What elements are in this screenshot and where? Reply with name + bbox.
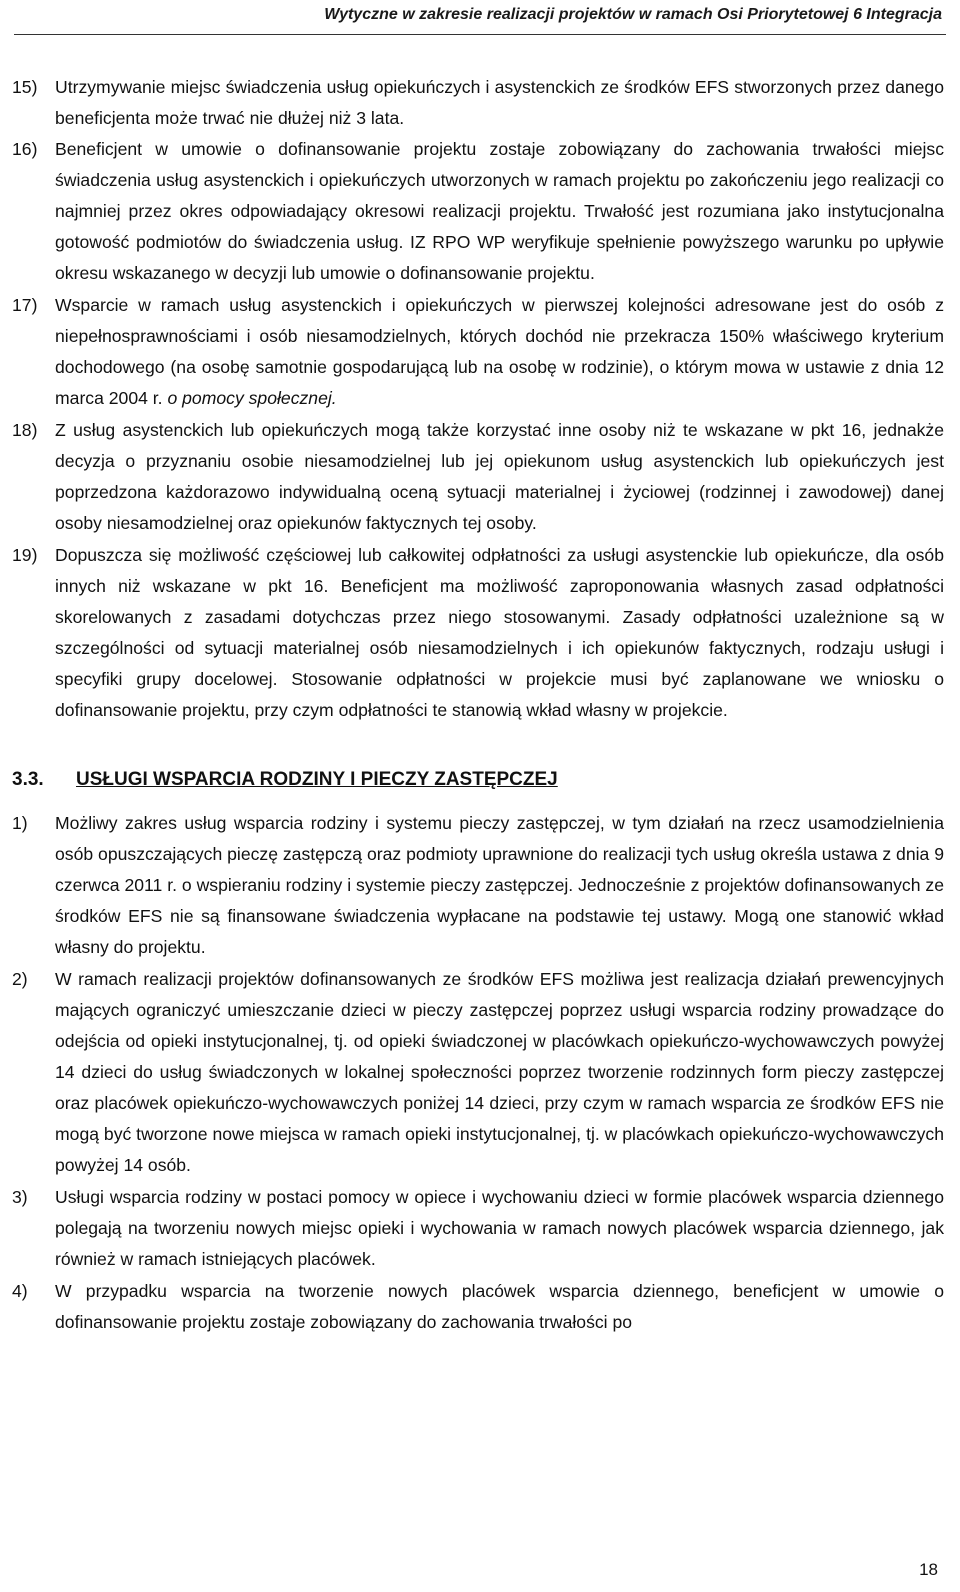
list-text: Utrzymywanie miejsc świadczenia usług opiekuńczych i asystenckich ze środków EFS stworzonych przez danego beneficjenta może trwać nie dłużej niż 3 lata. xyxy=(55,77,944,128)
list-number: 16) xyxy=(12,139,38,159)
list-number: 18) xyxy=(12,420,38,440)
section-title: USŁUGI WSPARCIA RODZINY I PIECZY ZASTĘPCZEJ xyxy=(76,769,558,790)
list-item-3 xyxy=(12,1182,944,1275)
list-item-19 xyxy=(12,540,944,726)
list-item-18 xyxy=(12,415,944,539)
header-rule xyxy=(14,34,946,35)
list-item-16 xyxy=(12,134,944,289)
list-text-italic: o pomocy społecznej. xyxy=(167,388,337,408)
list-text: W przypadku wsparcia na tworzenie nowych placówek wsparcia dziennego, beneficjent w umowie o dofinansowanie projektu zostaje zobowiązany do zachowania trwałości po xyxy=(55,1281,944,1332)
list-text: Beneficjent w umowie o dofinansowanie projektu zostaje zobowiązany do zachowania trwałości miejsc świadczenia usług asystenckich i opiekuńczych utworzonych w ramach projektu po zakończeniu jego realizacji co najmniej przez okres odpowiadający okresowi realizacji projektu. Trwałość jest rozumiana jako instytucjonalna gotowość podmiotów do świadczenia usług. IZ RPO WP weryfikuje spełnienie powyższego warunku po upływie okresu wskazanego w decyzji lub umowie o dofinansowanie projektu. xyxy=(55,139,944,283)
list-text: Dopuszcza się możliwość częściowej lub całkowitej odpłatności za usługi asystenckie lub opiekuńcze, dla osób innych niż wskazane w pkt 16. Beneficjent ma możliwość zaproponowania własnych zasad odpłatności skorelowanych z zasadami dotychczas przez niego stosowanymi. Zasady odpłatności uzależnione są w szczególności od sytuacji materialnej osób niesamodzielnych i ich opiekunów faktycznych, rodzaju usługi i specyfiki grupy docelowej. Stosowanie odpłatności w projekcie musi być zaplanowane we wniosku o dofinansowanie projektu, przy czym odpłatności te stanowią wkład własny w projekcie. xyxy=(55,545,944,720)
list-item-17 xyxy=(12,290,944,414)
list-text: W ramach realizacji projektów dofinansowanych ze środków EFS możliwa jest realizacja działań prewencyjnych mających ograniczyć umieszczanie dzieci w pieczy zastępczej poprzez usługi wsparcia rodziny prowadzące do odejścia od opieki instytucjonalnej, tj. od opieki świadczonej w placówkach opiekuńczo-wychowawczych powyżej 14 dzieci do usług świadczonych w lokalnej społeczności poprzez tworzenie rodzinnych form pieczy zastępczej oraz placówek opiekuńczo-wychowawczych poniżej 14 dzieci, przy czym w ramach wsparcia ze środków EFS nie mogą być tworzone nowe miejsca w ramach opieki instytucjonalnej, tj. w placówkach opiekuńczo-wychowawczych powyżej 14 osób. xyxy=(55,969,944,1175)
list-number: 15) xyxy=(12,77,38,97)
list-number: 2) xyxy=(12,969,28,989)
document-body xyxy=(12,72,944,1338)
list-number: 17) xyxy=(12,295,38,315)
list-number: 19) xyxy=(12,545,38,565)
list-item-15 xyxy=(12,72,944,134)
list-number: 4) xyxy=(12,1281,28,1301)
list-item-1 xyxy=(12,808,944,963)
section-heading xyxy=(12,766,944,794)
page-number: 18 xyxy=(919,1560,938,1579)
list-number: 1) xyxy=(12,813,28,833)
list-text: Z usług asystenckich lub opiekuńczych mogą także korzystać inne osoby niż te wskazane w pkt 16, jednakże decyzja o przyznaniu osobie niesamodzielnej lub jej opiekunom usług asystenckich lub opiekuńczych jest poprzedzona każdorazowo indywidualną oceną sytuacji materialnej i życiowej (rodzinnej i zawodowej) danej osoby niesamodzielnej oraz opiekunów faktycznych tej osoby. xyxy=(55,420,944,533)
list-text: Usługi wsparcia rodziny w postaci pomocy w opiece i wychowaniu dzieci w formie placówek wsparcia dziennego polegają na tworzeniu nowych miejsc opieki i wychowania w ramach nowych placówek wsparcia dziennego, jak również w ramach istniejących placówek. xyxy=(55,1187,944,1269)
list-number: 3) xyxy=(12,1187,28,1207)
section-number: 3.3. xyxy=(12,769,44,790)
list-item-4 xyxy=(12,1276,944,1338)
list-text: Możliwy zakres usług wsparcia rodziny i systemu pieczy zastępczej, w tym działań na rzecz usamodzielnienia osób opuszczających pieczę zastępczą oraz podmioty uprawnione do realizacji tych usług określa ustawa z dnia 9 czerwca 2011 r. o wspieraniu rodziny i systemie pieczy zastępczej. Jednocześnie z projektów dofinansowanych ze środków EFS nie są finansowane świadczenia wypłacane na podstawie tej ustawy. Mogą one stanowić wkład własny do projektu. xyxy=(55,813,944,957)
list-item-2 xyxy=(12,964,944,1181)
running-header: Wytyczne w zakresie realizacji projektów w ramach Osi Priorytetowej 6 Integracja xyxy=(324,6,942,23)
list-text-wrapper xyxy=(55,290,944,414)
list-text: Wsparcie w ramach usług asystenckich i opiekuńczych w pierwszej kolejności adresowane jest do osób z niepełnosprawnościami i osób niesamodzielnych, których dochód nie przekracza 150% właściwego kryterium dochodowego (na osobę samotnie gospodarującą lub na osobę w rodzinie), o którym mowa w ustawie z dnia 12 marca 2004 r. xyxy=(55,295,944,408)
